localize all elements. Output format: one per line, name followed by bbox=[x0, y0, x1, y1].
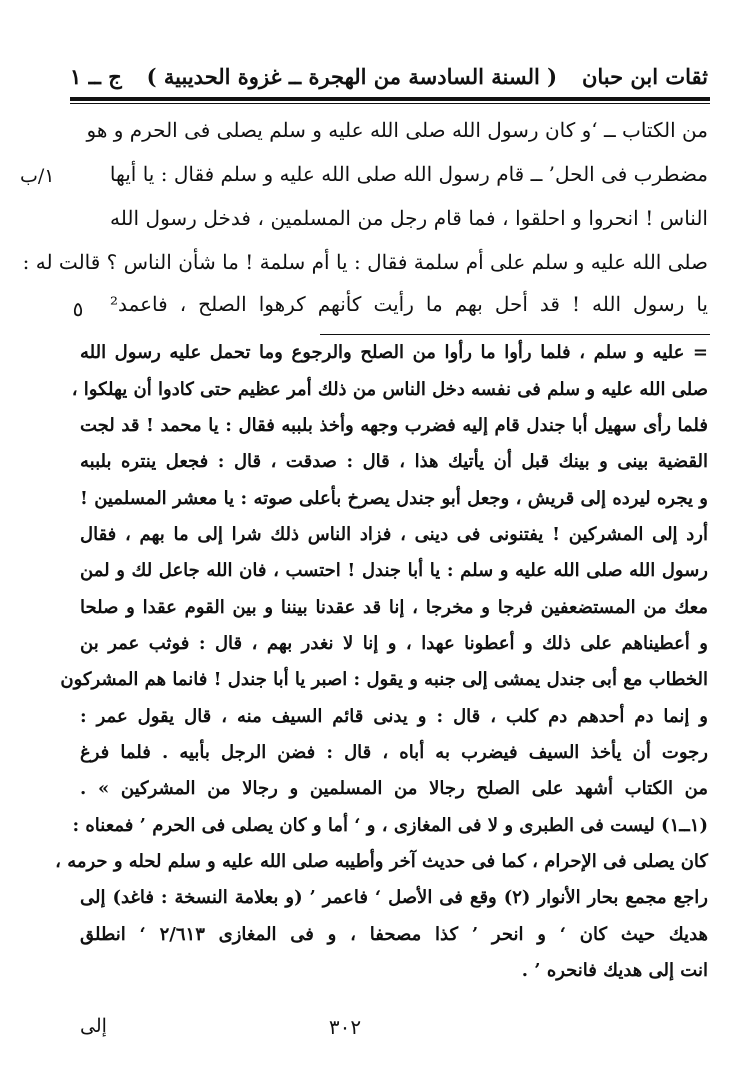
main-text-line: من الكتاب ــ ‘و كان رسول الله صلى الله عليه و سلم يصلى فى الحرم و هو bbox=[86, 118, 708, 142]
header-volume: ج ــ ١ bbox=[70, 63, 122, 89]
footnote-line: و إنما دم أحدهم دم كلب ، قال : و يدنى قائم السيف منه ، قال يقول عمر : bbox=[80, 706, 708, 727]
page-number: ٣٠٢ bbox=[328, 1015, 362, 1039]
line-number: ٥ bbox=[72, 297, 84, 321]
main-text-line: الناس ! انحروا و احلقوا ، فما قام رجل من المسلمين ، فدخل رسول الله bbox=[110, 206, 708, 230]
footnote-line: القضية بينى و بينك قبل أن يأتيك هذا ، قال : صدقت ، قال : فجعل ينتره بلببه bbox=[80, 451, 708, 472]
footnote-line: (١ــ١) ليست فى الطبرى و لا فى المغازى ، و ‘ أما و كان يصلى فى الحرم ’ فمعناه : bbox=[72, 815, 708, 836]
manuscript-folio-ref: ١/ب bbox=[20, 165, 55, 187]
footnote-line: انت إلى هديك فانحره ’ . bbox=[521, 960, 708, 981]
footnote-line: رسول الله صلى الله عليه و سلم : يا أبا جندل ! احتسب ، فان الله جاعل لك و لمن bbox=[80, 560, 708, 581]
footnote-line: أرد إلى المشركين ! يفتنونى فى دينى ، فزاد الناس ذلك شرا إلى ما بهم ، فقال bbox=[80, 524, 708, 545]
main-text-line: مضطرب فى الحل’ ــ قام رسول الله صلى الله عليه و سلم فقال : يا أيها bbox=[109, 162, 708, 186]
footnote-line: و يجره ليرده إلى قريش ، وجعل أبو جندل يصرخ بأعلى صوته : يا معشر المسلمين ! bbox=[80, 488, 708, 509]
footnote-line: فلما رأى سهيل أبا جندل قام إليه فضرب وجهه وأخذ بلببه فقال : يا محمد ! قد لجت bbox=[80, 415, 708, 436]
footnote-line: صلى الله عليه و سلم فى نفسه دخل الناس من ذلك أمر عظيم حتى كادوا أن يهلكوا ، bbox=[71, 379, 708, 400]
header-book-title: ثقات ابن حبان bbox=[581, 63, 708, 89]
footnote-line: و أعطيناهم على ذلك و أعطونا عهدا ، و إنا لا نغدر بهم ، قال : فوثب عمر بن bbox=[80, 633, 708, 654]
footnote-line: رجوت أن يأخذ السيف فيضرب به أباه ، قال : فضن الرجل بأبيه . فلما فرغ bbox=[80, 742, 708, 763]
header-section-title: ( السنة السادسة من الهجرة ــ غزوة الحديبية ) bbox=[146, 63, 558, 89]
footnote-divider bbox=[320, 334, 710, 335]
header-rule-thin bbox=[70, 103, 710, 104]
footnote-line: كان يصلى فى الإحرام ، كما فى حديث آخر وأطيبه صلى الله عليه و سلم لحله و حرمه ، bbox=[55, 851, 708, 872]
footnote-line: راجع مجمع بحار الأنوار (٢) وقع فى الأصل ‘ فاعمر ’ (و بعلامة النسخة : فاغد) إلى bbox=[80, 887, 708, 908]
running-header bbox=[70, 58, 708, 94]
main-text-line: يا رسول الله ! قد أحل بهم ما رأيت كأنهم كرهوا الصلح ، فاعمد² bbox=[110, 292, 708, 316]
header-rule-thick bbox=[70, 97, 710, 101]
footnote-line: معك من المستضعفين فرجا و مخرجا ، إنا قد عقدنا بيننا و بين القوم عقدا و صلحا bbox=[80, 597, 708, 618]
footnote-line: = عليه و سلم ، فلما رأوا ما رأوا من الصلح والرجوع وما تحمل عليه رسول الله bbox=[80, 342, 708, 363]
footnote-line: الخطاب مع أبى جندل يمشى إلى جنبه و يقول : اصبر يا أبا جندل ! فانما هم المشركون bbox=[60, 669, 708, 690]
main-text-line: صلى الله عليه و سلم على أم سلمة فقال : يا أم سلمة ! ما شأن الناس ؟ قالت له : bbox=[22, 250, 708, 274]
catchword: إلى bbox=[80, 1015, 107, 1037]
footnote-line: من الكتاب أشهد على الصلح رجالا من المسلمين و رجالا من المشركين » . bbox=[80, 778, 708, 799]
footnote-line: هديك حيث كان ‘ و انحر ’ كذا مصحفا ، و فى المغازى ٢/٦١٣ ‘ انطلق bbox=[80, 924, 709, 945]
